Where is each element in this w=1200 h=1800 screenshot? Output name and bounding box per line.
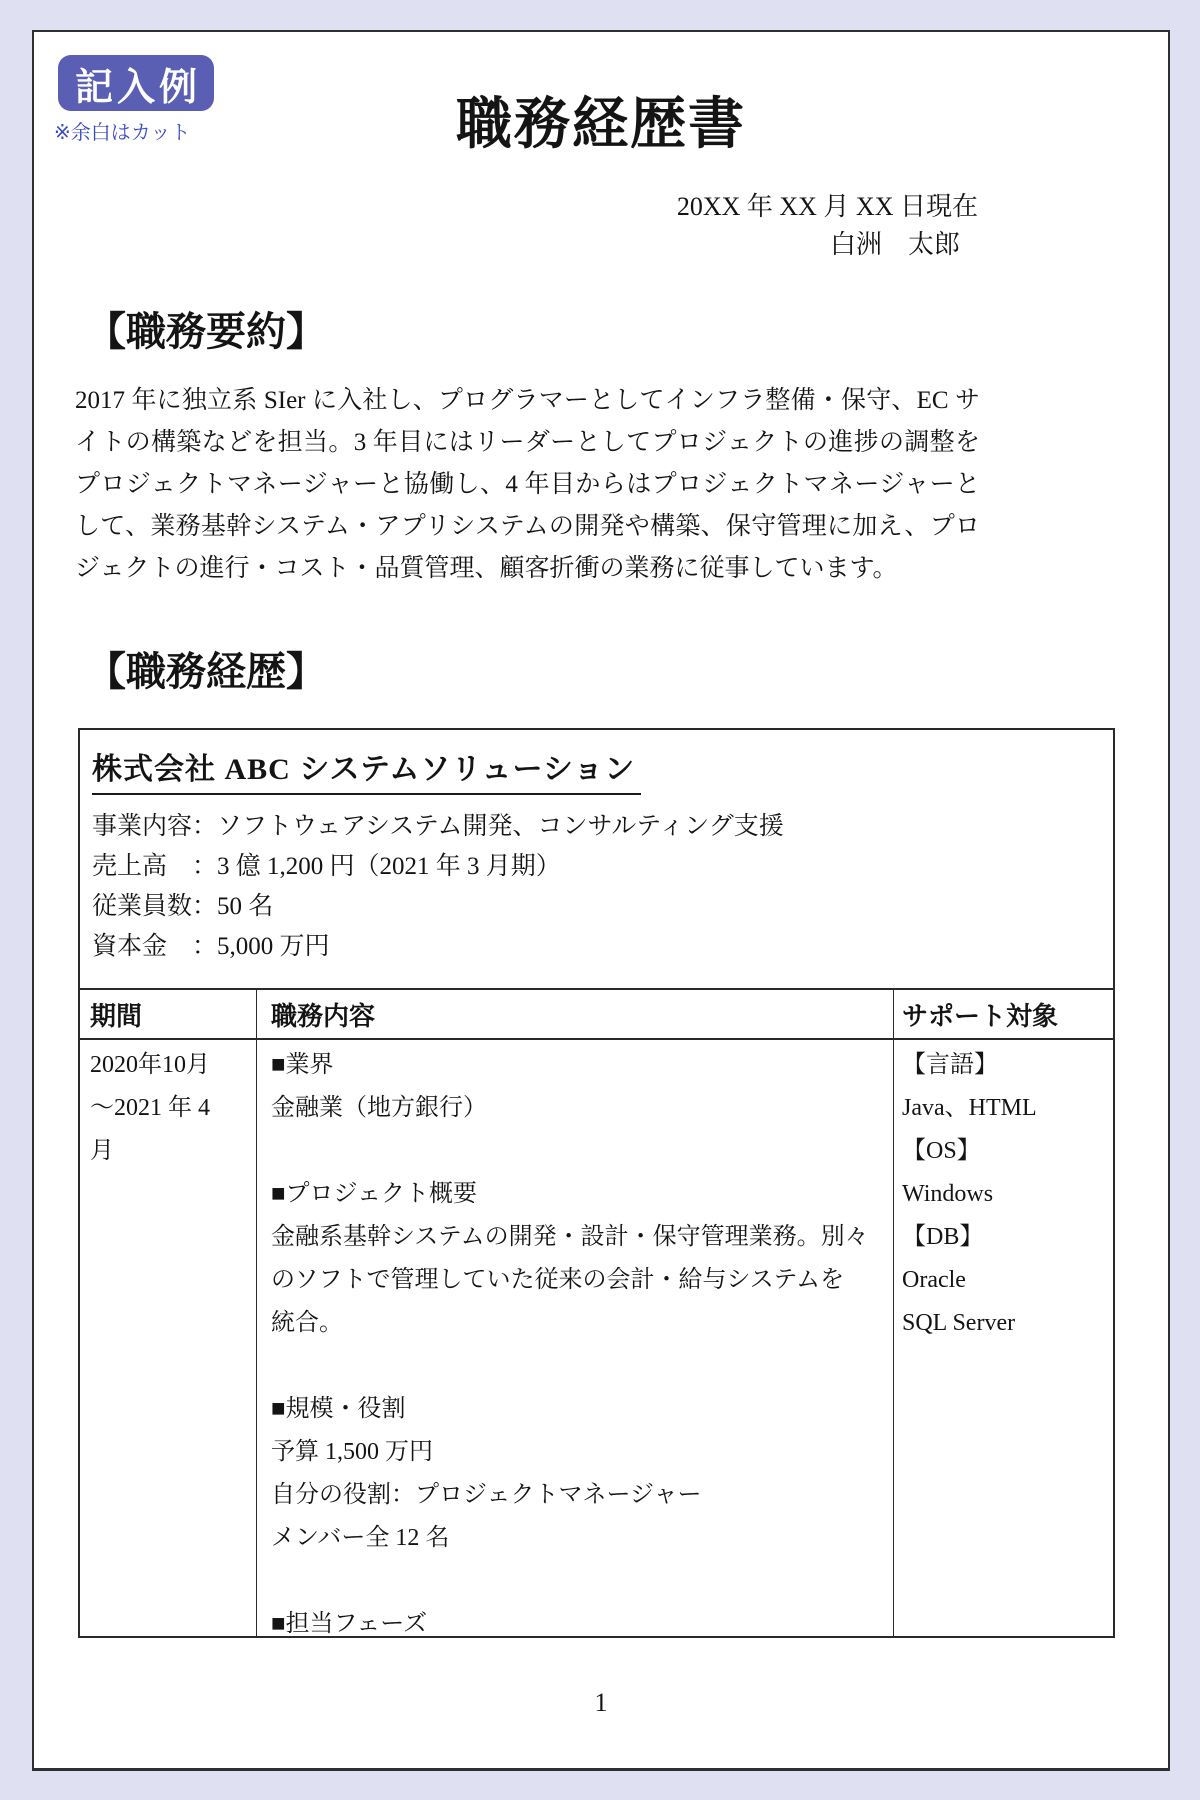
document-title: 職務経歴書 xyxy=(456,94,746,156)
margin-cut-note: ※余白はカット xyxy=(54,122,191,144)
company-name: 株式会社 ABC システムソリューション xyxy=(92,742,641,795)
table-header-row xyxy=(80,988,1113,1040)
author-name: 白洲 太郎 xyxy=(829,230,960,259)
summary-section-heading: 【職務要約】 xyxy=(86,309,326,354)
career-section-heading: 【職務経歴】 xyxy=(86,649,326,694)
cell-period: 2020年10月 ～2021 年 4 月 xyxy=(80,1040,257,1636)
summary-paragraph: 2017 年に独立系 SIer に入社し、プログラマーとしてインフラ整備・保守、EC サイトの構築などを担当。3 年目にはリーダーとしてプロジェクトの進捗の調整をプロジェクトマネージャーと協働し、4 年目からはプロジェクトマネージャーとして、業務基幹システム・アプリシステムの開発や構築、保守管理に加え、プロジェクトの進行・コスト・品質管理、顧客折衝の業務に従事しています。 xyxy=(75,387,980,582)
table-data-row xyxy=(80,1040,1113,1636)
column-header-duty: 職務内容 xyxy=(257,990,894,1038)
page-number: 1 xyxy=(594,1688,608,1717)
column-header-period: 期間 xyxy=(80,990,257,1038)
company-name-row xyxy=(92,742,1099,795)
company-section xyxy=(80,730,1113,988)
column-header-support: サポート対象 xyxy=(902,1000,1059,1031)
company-details: 事業内容：ソフトウェアシステム開発、コンサルティング支援 売上高 ：3 億 1,200 円（2021 年 3 月期） 従業員数：50 名 資本金 ：5,000 万円 xyxy=(92,813,784,960)
career-history-table xyxy=(78,728,1115,1638)
current-date: 20XX 年 XX 月 XX 日現在 xyxy=(676,192,978,221)
cell-duty: ■業界 金融業（地方銀行） ■プロジェクト概要 金融系基幹システムの開発・設計・保守管理業務。別々 のソフトで管理していた従来の会計・給与システムを 統合。 ■規模・役割 予算 1,500 万円 自分の役割：プロジェクトマネージャー メンバー全 12 名 ■担当フェーズ xyxy=(257,1040,894,1636)
resume-page xyxy=(32,30,1170,1771)
cell-support: 【言語】 Java、HTML 【OS】 Windows 【DB】 Oracle SQL Server xyxy=(902,1052,1037,1336)
sample-badge-label: 記入例 xyxy=(74,66,201,109)
